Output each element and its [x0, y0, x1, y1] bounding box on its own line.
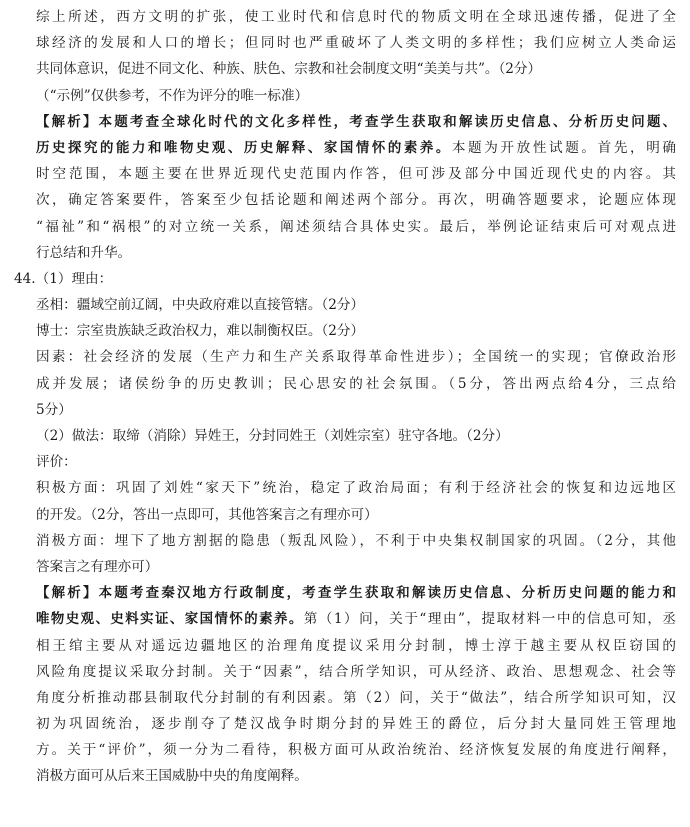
text-line: [14, 397, 676, 423]
line-text: 球经济的发展和人口的增长；但同时也严重破坏了人类文明的多样性；我们应树立人类命运: [36, 35, 676, 52]
text-line: [14, 528, 676, 554]
line-text: 共同体意识，促进不同文化、种族、肤色、宗教和社会制度文明“美美与共”。（2分）: [36, 61, 542, 78]
line-text: 第（1）问，关于“理由”，提取材料一中的信息可知，丞: [303, 611, 676, 628]
text-line: [14, 763, 676, 789]
text-line: [14, 685, 676, 711]
bold-analysis-text: 历史探究的能力和唯物史观、历史解释、家国情怀的素养。: [36, 140, 452, 156]
bold-analysis-text: 【解析】本题考查全球化时代的文化多样性，考查学生获取和解读历史信息、分析历史问题、: [36, 114, 676, 130]
line-text: “福祉”和“祸根”的对立统一关系，阐述须结合具体史实。最后，举例论证结束后可对观点进: [36, 218, 676, 235]
text-line: [14, 30, 676, 56]
bold-analysis-text: 【解析】本题考查秦汉地方行政制度，考查学生获取和解读历史信息、分析历史问题的能力和: [36, 586, 676, 602]
line-text: 积极方面：巩固了刘姓“家天下”统治，稳定了政治局面；有利于经济社会的恢复和边远地区: [36, 480, 676, 497]
text-line: [14, 711, 676, 737]
text-line: [14, 266, 676, 292]
text-line: [14, 56, 676, 82]
line-text: 初为巩固统治，逐步削夺了楚汉战争时期分封的异姓王的爵位，后分封大量同姓王管理地: [36, 716, 676, 733]
line-text: 本题为开放性试题。首先，明确: [451, 139, 676, 156]
line-text: （2）做法：取缔（消除）异姓王，分封同姓王（刘姓宗室）驻守各地。（2分）: [36, 428, 509, 444]
text-line: [14, 554, 676, 580]
line-text: 次，确定答案要件，答案至少包括论题和阐述两个部分。再次，明确答题要求，论题应体现: [36, 192, 676, 209]
line-text: 5分）: [36, 401, 72, 418]
text-line: [14, 580, 676, 606]
text-line: [14, 161, 676, 187]
text-line: [14, 318, 676, 344]
line-text: 相王绾主要从对遥远边疆地区的治理角度提议采用分封制，博士淳于越主要从权臣窃国的: [36, 637, 676, 654]
line-text: 的开发。（2分，答出一点即可，其他答案言之有理亦可）: [36, 506, 378, 523]
text-line: [14, 659, 676, 685]
text-line: [14, 109, 676, 135]
line-text: 消极方面：埋下了地方割据的隐患（叛乱风险），不利于中央集权制国家的巩固。（2分，其他: [36, 532, 676, 549]
text-line: [14, 633, 676, 659]
line-text: 消极方面可从后来王国威胁中央的角度阐释。: [36, 768, 308, 785]
line-text: 成并发展；诸侯纷争的历史教训；民心思安的社会氛围。（5分，答出两点给4分，三点给: [36, 375, 676, 392]
line-text: （“示例”仅供参考，不作为评分的唯一标准）: [36, 87, 309, 104]
line-text: 因素：社会经济的发展（生产力和生产关系取得革命性进步）；全国统一的实现；官僚政治形: [36, 349, 676, 366]
line-text: 方。关于“评价”，须一分为二看待，积极方面可从政治统治、经济恢复发展的角度进行阐释，: [36, 742, 676, 759]
line-text: 博士：宗室贵族缺乏政治权力，难以制衡权臣。（2分）: [36, 323, 365, 340]
text-line: [14, 475, 676, 501]
text-line: [14, 606, 676, 632]
line-text: 时空范围，本题主要在世界近现代史范围内作答，但可涉及部分中国近现代史的内容。其: [36, 166, 676, 183]
text-line: [14, 423, 676, 449]
text-line: [14, 292, 676, 318]
line-text: 行总结和升华。: [36, 244, 132, 261]
line-text: 答案言之有理亦可）: [36, 558, 159, 575]
text-line: [14, 83, 676, 109]
line-text: 综上所述，西方文明的扩张，使工业时代和信息时代的物质文明在全球迅速传播，促进了全: [36, 9, 676, 25]
line-text: 44.（1）理由：: [14, 270, 113, 287]
text-line: [14, 449, 676, 475]
text-line: [14, 737, 676, 763]
line-text: 评价：: [36, 454, 77, 471]
text-line: [14, 4, 676, 30]
line-text: 丞相：疆域空前辽阔，中央政府难以直接管辖。（2分）: [36, 297, 365, 314]
bold-analysis-text: 唯物史观、史料实证、家国情怀的素养。: [36, 612, 304, 628]
text-line: [14, 240, 676, 266]
text-line: [14, 187, 676, 213]
text-line: [14, 214, 676, 240]
line-text: 角度分析推动郡县制取代分封制的有利因素。第（2）问，关于“做法”，结合所学知识可知，汉: [36, 689, 676, 706]
line-text: 风险角度提议采取分封制。关于“因素”，结合所学知识，可从经济、政治、思想观念、社会等: [36, 663, 676, 680]
text-line: [14, 371, 676, 397]
text-line: [14, 344, 676, 370]
text-line: [14, 135, 676, 161]
text-line: [14, 502, 676, 528]
